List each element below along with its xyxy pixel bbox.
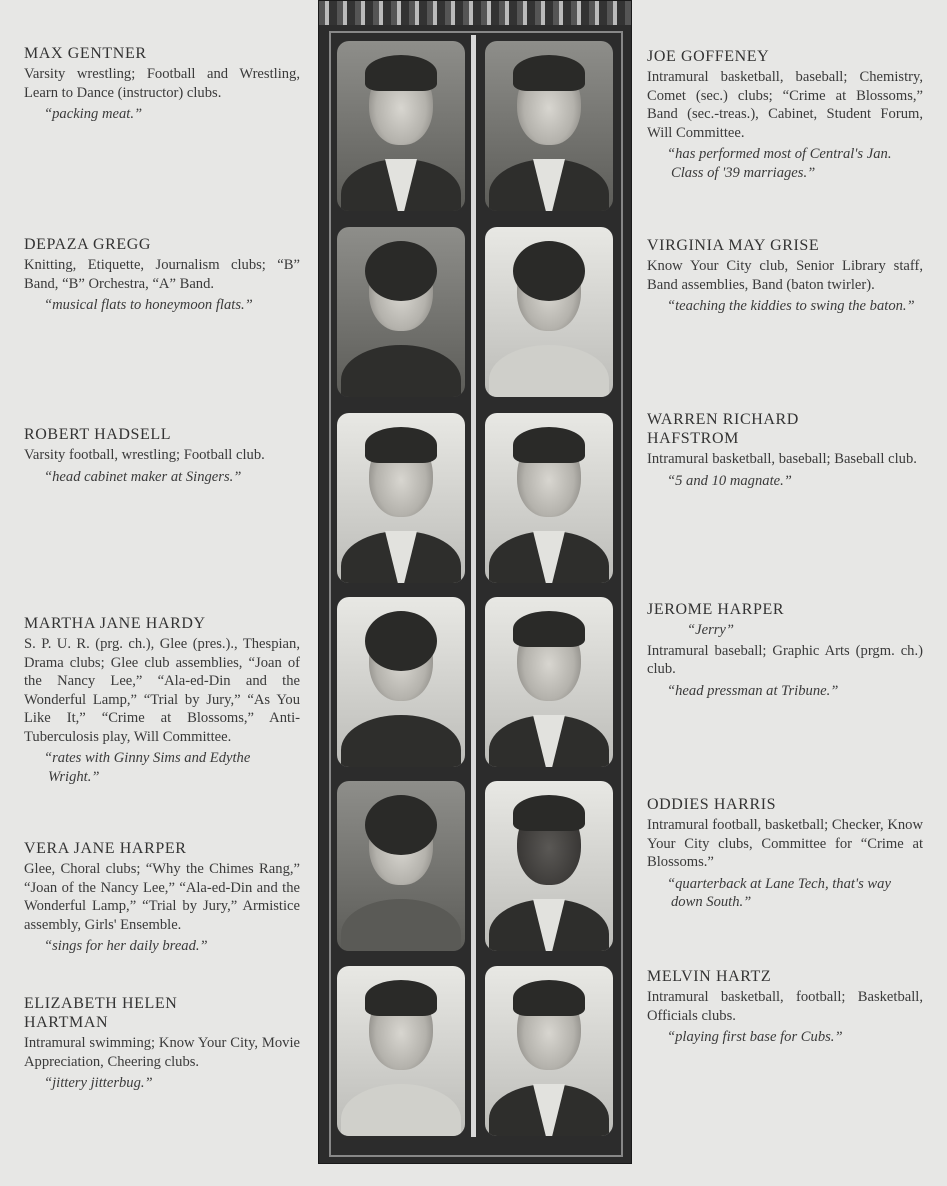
portrait-joe-goffeney bbox=[485, 41, 613, 211]
portrait-jerome-harper bbox=[485, 597, 613, 767]
student-quote: “rates with Ginny Sims and Edythe Wright.” bbox=[44, 750, 251, 785]
student-name: WARREN RICHARD HAFSTROM bbox=[647, 411, 799, 447]
student-quote: “packing meat.” bbox=[44, 106, 143, 122]
student-activities: Intramural basketball, baseball; Baseball club. bbox=[647, 451, 917, 467]
portrait-melvin-hartz bbox=[485, 966, 613, 1136]
student-name: MAX GENTNER bbox=[24, 45, 147, 62]
student-name: JEROME HARPER bbox=[647, 601, 785, 618]
photo-strip bbox=[318, 0, 632, 1164]
student-activities: Varsity football, wrestling; Football club. bbox=[24, 447, 265, 463]
student-activities: Intramural swimming; Know Your City, Movie Appreciation, Cheering clubs. bbox=[24, 1035, 300, 1070]
entry-jerome-harper bbox=[647, 600, 923, 700]
student-name: MARTHA JANE HARDY bbox=[24, 615, 206, 632]
student-activities: Intramural baseball; Graphic Arts (prgm. ch.) club. bbox=[647, 642, 923, 677]
portrait-elizabeth-helen-hartman bbox=[337, 966, 465, 1136]
student-quote: “musical flats to honeymoon flats.” bbox=[44, 297, 253, 313]
decorative-header-art bbox=[319, 1, 631, 25]
student-name: ODDIES HARRIS bbox=[647, 796, 777, 813]
portrait-vera-jane-harper bbox=[337, 781, 465, 951]
student-quote: “sings for her daily bread.” bbox=[44, 938, 208, 954]
portrait-depaza-gregg bbox=[337, 227, 465, 397]
entry-vera-jane-harper bbox=[24, 839, 300, 956]
portrait-oddies-harris bbox=[485, 781, 613, 951]
student-name: JOE GOFFENEY bbox=[647, 48, 770, 65]
student-quote: “has performed most of Central's Jan. Class of '39 marriages.” bbox=[667, 146, 892, 181]
student-name: ROBERT HADSELL bbox=[24, 426, 172, 443]
entry-max-gentner bbox=[24, 44, 300, 124]
student-activities: Knitting, Etiquette, Journalism clubs; “B” Band, “B” Orchestra, “A” Band. bbox=[24, 257, 300, 292]
student-quote: “head pressman at Tribune.” bbox=[667, 682, 839, 699]
column-divider bbox=[471, 35, 476, 1137]
student-activities: Glee, Choral clubs; “Why the Chimes Rang,” “Joan of the Nancy Lee,” “Ala-ed-Din and the Wonderful Lamp,” “Trial by Jury,” Armistice assembly, Girls' Ensemble. bbox=[24, 861, 300, 933]
student-name: DEPAZA GREGG bbox=[24, 236, 152, 253]
entry-martha-jane-hardy bbox=[24, 614, 300, 786]
student-activities: Intramural basketball, football; Basketball, Officials clubs. bbox=[647, 989, 923, 1024]
student-quote: “quarterback at Lane Tech, that's way down South.” bbox=[667, 875, 891, 910]
student-quote: “teaching the kiddies to swing the baton.” bbox=[667, 298, 915, 314]
entry-depaza-gregg bbox=[24, 235, 300, 315]
entry-elizabeth-helen-hartman bbox=[24, 994, 300, 1093]
student-activities: Varsity wrestling; Football and Wrestling, Learn to Dance (instructor) clubs. bbox=[24, 66, 300, 101]
entry-melvin-hartz bbox=[647, 967, 923, 1047]
student-quote: “head cabinet maker at Singers.” bbox=[44, 468, 242, 485]
student-activities: Intramural basketball, baseball; Chemistry, Comet (sec.) clubs; “Crime at Blossoms,” Band (sec.-treas.), Cabinet, Student Forum, Will Committee. bbox=[647, 69, 923, 141]
student-nickname: “Jerry” bbox=[687, 622, 735, 638]
student-activities: Know Your City club, Senior Library staff, Band assemblies, Band (baton twirler). bbox=[647, 258, 923, 293]
student-activities: S. P. U. R. (prg. ch.), Glee (pres.)., Thespian, Drama clubs; Glee club assemblies, “Joan of the Nancy Lee,” “Ala-ed-Din and the Wonderful Lamp,” “Trial by Jury,” “As You Like It,” “Crime at Blossoms,” Anti-Tuberculosis play, Will Committee. bbox=[24, 636, 300, 745]
student-quote: “jittery jitterbug.” bbox=[44, 1075, 153, 1091]
entry-robert-hadsell bbox=[24, 425, 300, 486]
student-quote: “5 and 10 magnate.” bbox=[667, 472, 792, 489]
portrait-virginia-may-grise bbox=[485, 227, 613, 397]
entry-warren-richard-hafstrom bbox=[647, 410, 923, 490]
student-activities: Intramural football, basketball; Checker, Know Your City clubs, Committee for “Crime at Blossoms.” bbox=[647, 817, 923, 870]
entry-virginia-may-grise bbox=[647, 236, 923, 316]
student-quote: “playing first base for Cubs.” bbox=[667, 1029, 843, 1045]
entry-joe-goffeney bbox=[647, 47, 923, 182]
portrait-max-gentner bbox=[337, 41, 465, 211]
entry-oddies-harris bbox=[647, 795, 923, 912]
student-name: VERA JANE HARPER bbox=[24, 840, 187, 857]
portrait-robert-hadsell bbox=[337, 413, 465, 583]
student-name: MELVIN HARTZ bbox=[647, 968, 772, 985]
student-name: ELIZABETH HELEN HARTMAN bbox=[24, 995, 178, 1031]
portrait-warren-richard-hafstrom bbox=[485, 413, 613, 583]
portrait-martha-jane-hardy bbox=[337, 597, 465, 767]
student-name: VIRGINIA MAY GRISE bbox=[647, 237, 820, 254]
